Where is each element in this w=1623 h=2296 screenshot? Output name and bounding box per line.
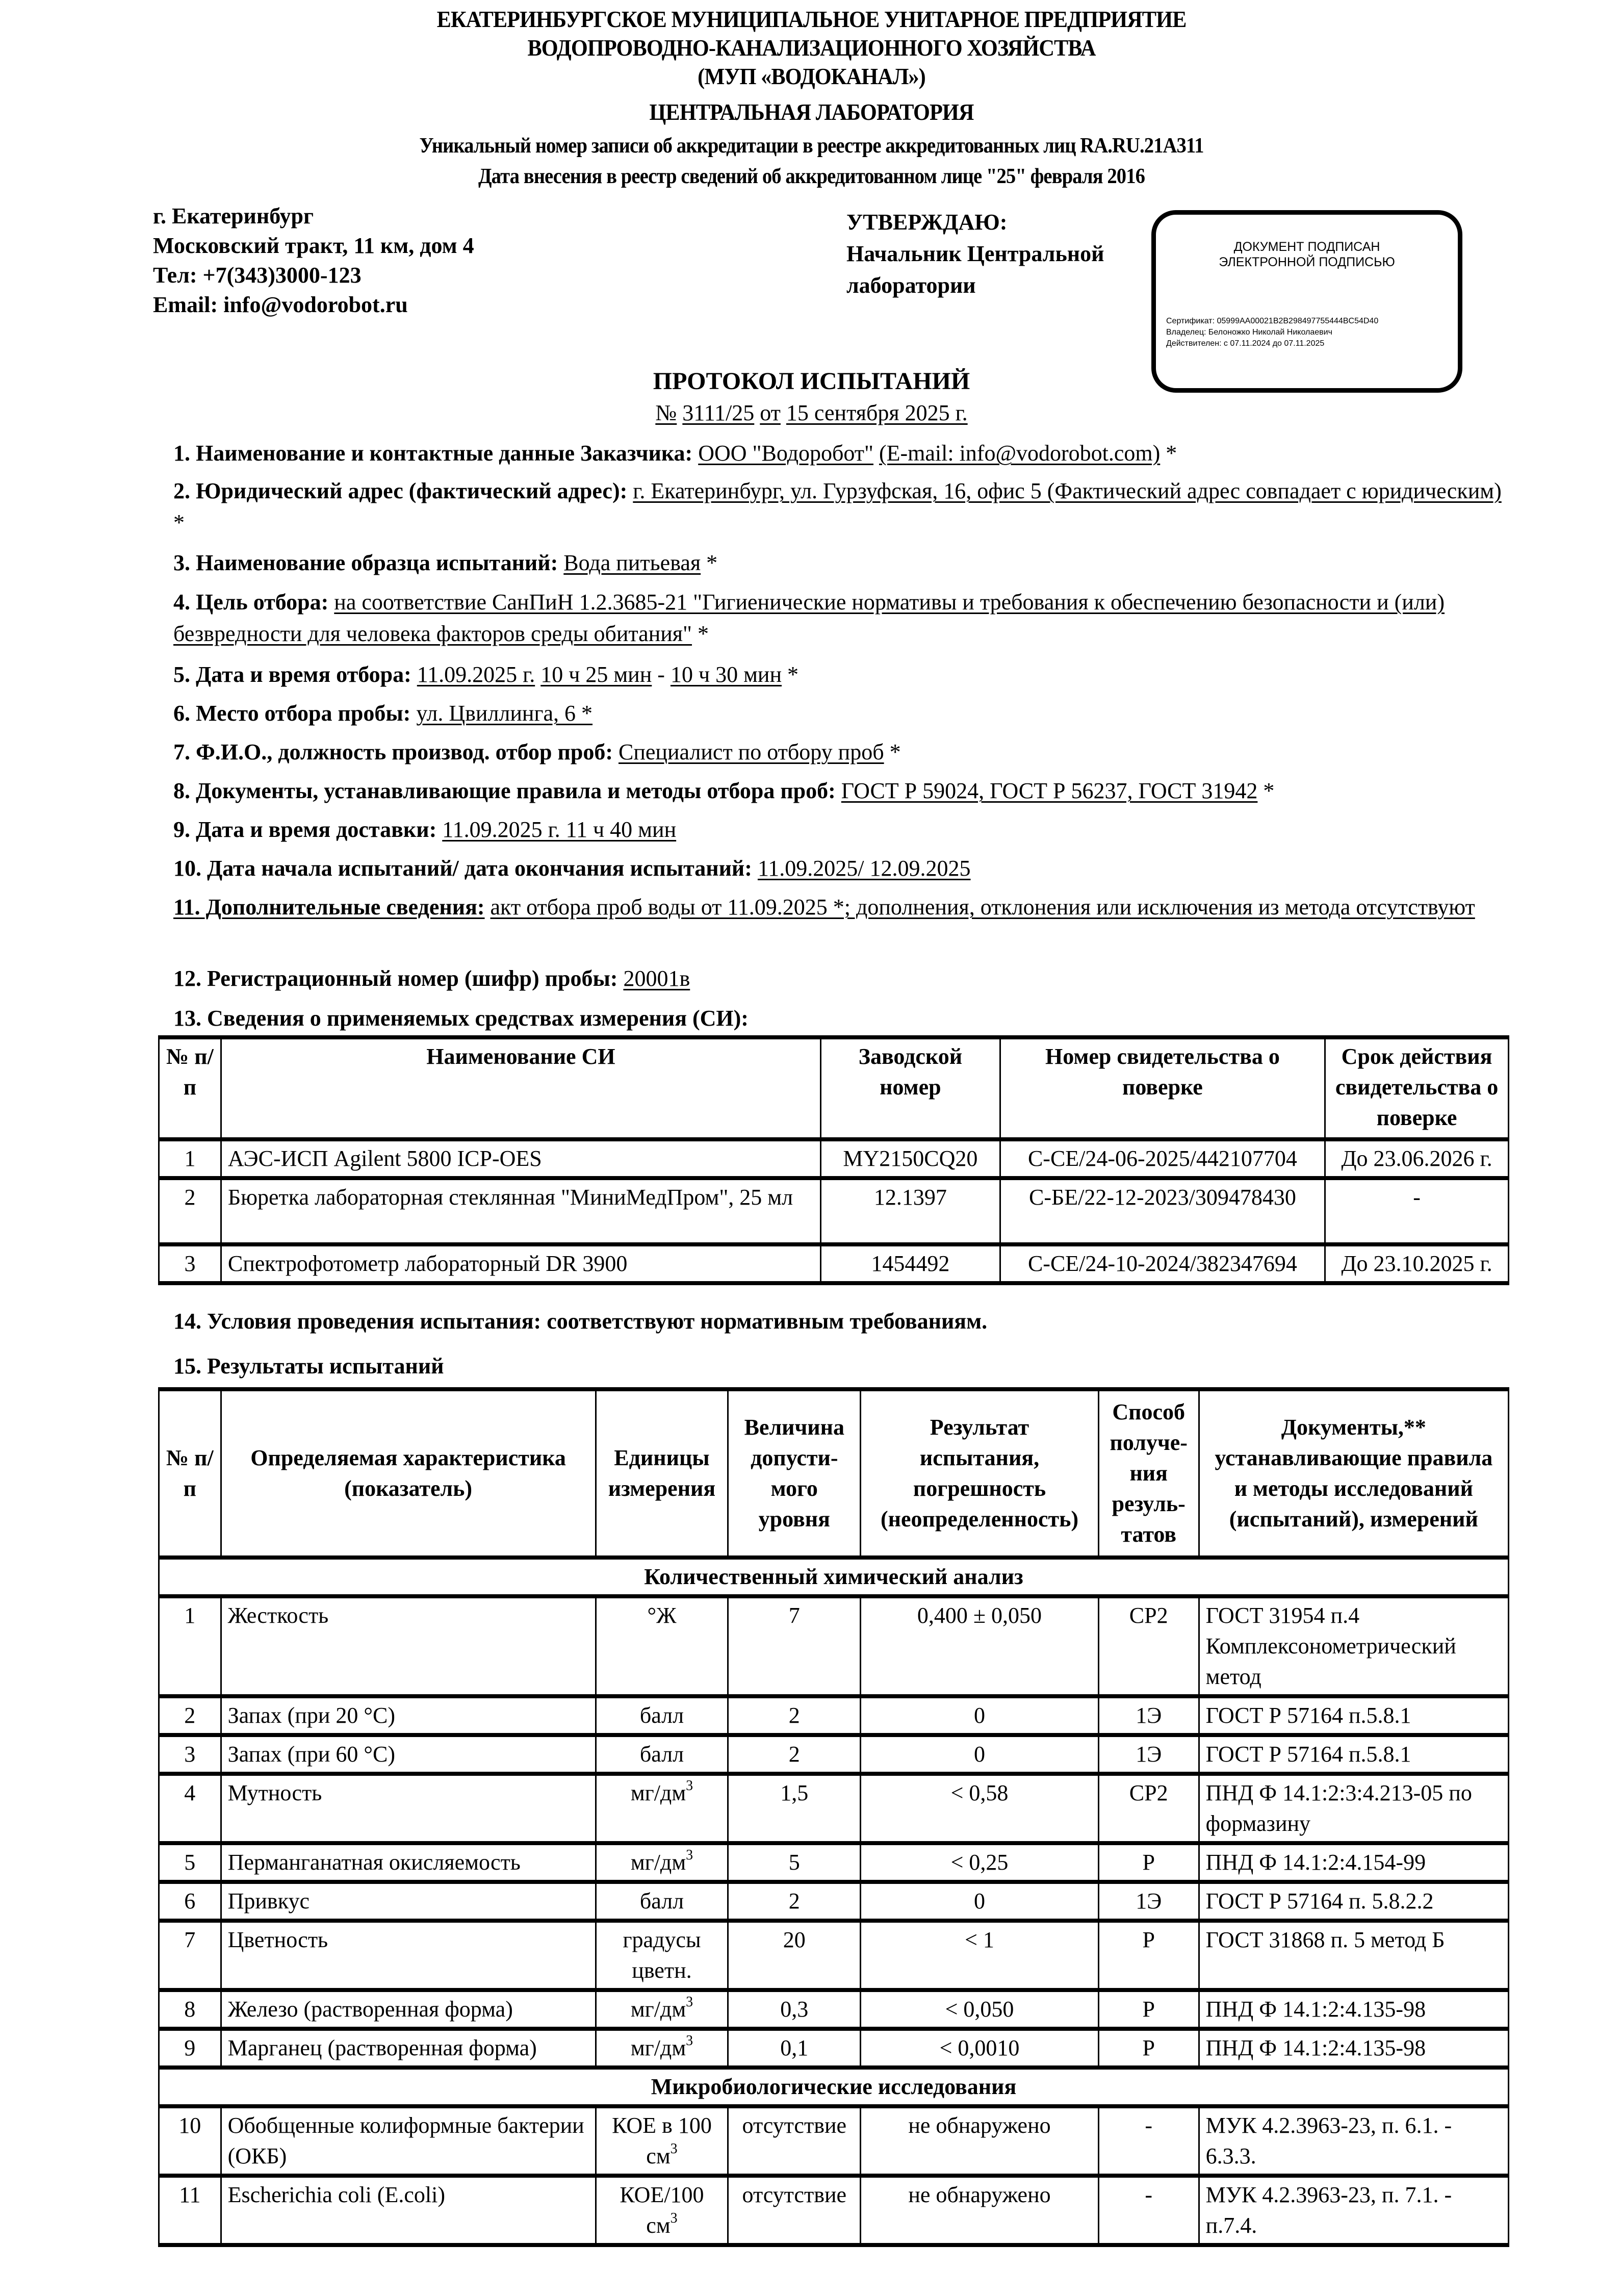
section-row-chemical — [159, 1558, 1509, 1596]
test-results-table — [158, 1387, 1509, 2247]
row-number: 6 — [159, 1882, 221, 1921]
contact-phone: Тел: +7(343)3000-123 — [153, 263, 362, 288]
col-header: Заводской номер — [820, 1037, 1000, 1139]
parameter-name: Перманганатная окисляемость — [221, 1843, 596, 1882]
section-heading: 15. Результаты испытаний — [173, 1354, 444, 1379]
section-heading: 13. Сведения о применяемых средствах измерения (СИ): — [173, 1006, 749, 1031]
col-header: Документы,** устанавливающие правила и методы исследований (испытаний), измерений — [1199, 1389, 1508, 1558]
table-row — [159, 2029, 1509, 2068]
parameter-name: Обобщенные колиформные бактерии (ОКБ) — [221, 2106, 596, 2176]
document: ГОСТ 31868 п. 5 метод Б — [1199, 1921, 1508, 1990]
asterisk: * — [1257, 778, 1275, 803]
parameter-name: Escherichia coli (E.coli) — [221, 2176, 596, 2245]
item-label: 3. Наименование образца испытаний: — [173, 550, 558, 575]
item-sampler — [173, 736, 1509, 768]
limit: 0,3 — [728, 1990, 861, 2029]
contact-address: Московский тракт, 11 км, дом 4 — [153, 233, 474, 258]
registry-date: Дата внесения в реестр сведений об аккредитованном лице "25" февраля 2016 — [478, 165, 1145, 188]
unit-text: мг/дм — [630, 1997, 686, 2022]
limit: 2 — [728, 1696, 861, 1735]
unit: градусы цветн. — [596, 1921, 728, 1990]
result: < 0,25 — [861, 1843, 1099, 1882]
item-sampling-purpose — [173, 586, 1509, 650]
document: МУК 4.2.3963-23, п. 6.1. - 6.3.3. — [1199, 2106, 1508, 2176]
item-label: 4. Цель отбора: — [173, 590, 329, 615]
e-signature-stamp — [1151, 210, 1462, 393]
item-label: 2. Юридический адрес (фактический адрес): — [173, 478, 628, 503]
limit: 5 — [728, 1843, 861, 1882]
result: < 0,0010 — [861, 2029, 1099, 2068]
item-sampling-documents — [173, 775, 1509, 807]
parameter-name: Жесткость — [221, 1596, 596, 1696]
si-cert: С-БЕ/22-12-2023/309478430 — [1000, 1178, 1325, 1244]
si-name: Спектрофотометр лабораторный DR 3900 — [221, 1244, 820, 1283]
unit — [596, 1843, 728, 1882]
unit — [596, 2176, 728, 2245]
parameter-name: Марганец (растворенная форма) — [221, 2029, 596, 2068]
parameter-name: Запах (при 60 °С) — [221, 1735, 596, 1774]
measuring-instruments-table — [158, 1035, 1509, 1285]
table-row — [159, 1882, 1509, 1921]
limit: 0,1 — [728, 2029, 861, 2068]
table-row — [159, 1843, 1509, 1882]
contacts-block — [153, 201, 474, 320]
document: ГОСТ 31954 п.4 Комплексонометрический метод — [1199, 1596, 1508, 1696]
row-number: 2 — [159, 1696, 221, 1735]
sampling-time-to: 10 ч 30 мин — [670, 662, 782, 687]
limit: 1,5 — [728, 1774, 861, 1843]
item-results-heading — [173, 1350, 1509, 1382]
limit: отсутствие — [728, 2176, 861, 2245]
method: 1Э — [1098, 1696, 1199, 1735]
unit-text: мг/дм — [630, 1780, 686, 1805]
si-cert: С-СЕ/24-10-2024/382347694 — [1000, 1244, 1325, 1283]
sampling-date: 11.09.2025 г. — [417, 662, 535, 687]
table-row — [159, 1244, 1509, 1283]
parameter-name: Железо (растворенная форма) — [221, 1990, 596, 2029]
parameter-name: Цветность — [221, 1921, 596, 1990]
approval-position: Начальник Центральной — [846, 241, 1104, 266]
lab-name: ЦЕНТРАЛЬНАЯ ЛАБОРАТОРИЯ — [649, 99, 974, 125]
table-row — [159, 1990, 1509, 2029]
unit-text: мг/дм — [630, 2035, 686, 2060]
table-row — [159, 2106, 1509, 2176]
item-test-conditions — [173, 1306, 1509, 1337]
si-serial: 1454492 — [820, 1244, 1000, 1283]
document: ПНД Ф 14.1:2:4.135-98 — [1199, 2029, 1508, 2068]
col-header: Результат испытания, погрешность (неопределенность) — [861, 1389, 1099, 1558]
row-number: 7 — [159, 1921, 221, 1990]
unit: балл — [596, 1735, 728, 1774]
stamp-certificate: Сертификат: 05999AA00021B2B298497755444BC54D40 — [1166, 317, 1379, 325]
approval-position-cont: лаборатории — [846, 273, 976, 298]
limit: 2 — [728, 1735, 861, 1774]
row-number: 11 — [159, 2176, 221, 2245]
stamp-validity: Действителен: с 07.11.2024 до 07.11.2025 — [1166, 339, 1325, 348]
col-header: № п/п — [159, 1037, 221, 1139]
protocol-number-sign: № — [655, 400, 677, 425]
document: ГОСТ Р 57164 п. 5.8.2.2 — [1199, 1882, 1508, 1921]
row-number: 9 — [159, 2029, 221, 2068]
si-valid: - — [1325, 1178, 1509, 1244]
result: 0,400 ± 0,050 — [861, 1596, 1099, 1696]
table-row — [159, 1735, 1509, 1774]
result: < 0,050 — [861, 1990, 1099, 2029]
document: ГОСТ Р 57164 п.5.8.1 — [1199, 1735, 1508, 1774]
item-additional-info — [173, 891, 1509, 923]
unit — [596, 2106, 728, 2176]
unit — [596, 2029, 728, 2068]
row-number: 4 — [159, 1774, 221, 1843]
si-valid: До 23.06.2026 г. — [1325, 1139, 1509, 1178]
parameter-name: Мутность — [221, 1774, 596, 1843]
sampler: Специалист по отбору проб — [618, 739, 884, 764]
item-label: 6. Место отбора пробы: — [173, 701, 411, 726]
unit-exponent: 3 — [686, 2033, 693, 2049]
item-sampling-place — [173, 698, 1509, 729]
sample-name: Вода питьевая — [563, 550, 701, 575]
table-row — [159, 1596, 1509, 1696]
item-registration-number — [173, 963, 1509, 994]
table-row — [159, 1139, 1509, 1178]
sampling-place: ул. Цвиллинга, 6 * — [416, 701, 593, 726]
document: ПНД Ф 14.1:2:3:4.213-05 по формазину — [1199, 1774, 1508, 1843]
asterisk: * — [692, 621, 709, 646]
accreditation-number: Уникальный номер записи об аккредитации в реестре аккредитованных лиц RA.RU.21A311 — [419, 134, 1204, 158]
item-test-dates — [173, 853, 1509, 884]
unit: балл — [596, 1882, 728, 1921]
table-row — [159, 1178, 1509, 1244]
limit: отсутствие — [728, 2106, 861, 2176]
table-row — [159, 1774, 1509, 1843]
method: - — [1098, 2106, 1199, 2176]
unit — [596, 1774, 728, 1843]
result: < 0,58 — [861, 1774, 1099, 1843]
col-header: Величина допусти-мого уровня — [728, 1389, 861, 1558]
row-number: 3 — [159, 1244, 221, 1283]
item-sample-name — [173, 547, 1509, 579]
method: СР2 — [1098, 1596, 1199, 1696]
si-serial: MY2150CQ20 — [820, 1139, 1000, 1178]
stamp-title-line2: ЭЛЕКТРОННОЙ ПОДПИСЬЮ — [1219, 255, 1395, 269]
sampling-documents: ГОСТ Р 59024, ГОСТ Р 56237, ГОСТ 31942 — [841, 778, 1258, 803]
si-serial: 12.1397 — [820, 1178, 1000, 1244]
si-valid: До 23.10.2025 г. — [1325, 1244, 1509, 1283]
document: ПНД Ф 14.1:2:4.154-99 — [1199, 1843, 1508, 1882]
unit — [596, 1990, 728, 2029]
protocol-number: 3111/25 — [682, 400, 755, 425]
item-sampling-datetime — [173, 659, 1509, 691]
protocol-title: ПРОТОКОЛ ИСПЫТАНИЙ — [653, 368, 970, 395]
unit-exponent: 3 — [670, 2210, 678, 2226]
limit: 20 — [728, 1921, 861, 1990]
method: Р — [1098, 1843, 1199, 1882]
org-name-line3: (МУП «ВОДОКАНАЛ») — [698, 63, 925, 89]
asterisk: * — [782, 662, 799, 687]
row-number: 8 — [159, 1990, 221, 2029]
item-si-heading — [173, 1003, 1509, 1034]
legal-address: г. Екатеринбург, ул. Гурзуфская, 16, офис 5 (Фактический адрес совпадает с юридическим) — [633, 478, 1502, 503]
stamp-title-line1: ДОКУМЕНТ ПОДПИСАН — [1233, 240, 1380, 254]
col-header: Определяемая характеристика (показатель) — [221, 1389, 596, 1558]
section-row-microbiology — [159, 2068, 1509, 2106]
item-legal-address — [173, 475, 1509, 539]
col-header: Номер свидетельства о поверке — [1000, 1037, 1325, 1139]
sampling-time-from: 10 ч 25 мин — [540, 662, 652, 687]
si-name: Бюретка лабораторная стеклянная "МиниМедПром", 25 мл — [221, 1178, 820, 1244]
stamp-details — [1166, 316, 1378, 349]
test-dates: 11.09.2025/ 12.09.2025 — [757, 856, 971, 881]
item-label: 5. Дата и время отбора: — [173, 662, 411, 687]
document: МУК 4.2.3963-23, п. 7.1. - п.7.4. — [1199, 2176, 1508, 2245]
unit-exponent: 3 — [686, 1994, 693, 2010]
customer-email: (E-mail: info@vodorobot.com) — [879, 441, 1161, 466]
approval-title: УТВЕРЖДАЮ: — [846, 210, 1008, 235]
table-header-row — [159, 1389, 1509, 1558]
stamp-owner: Владелец: Белоножко Николай Николаевич — [1166, 328, 1332, 337]
row-number: 5 — [159, 1843, 221, 1882]
col-header: Наименование СИ — [221, 1037, 820, 1139]
document: ПНД Ф 14.1:2:4.135-98 — [1199, 1990, 1508, 2029]
unit-text: КОЕ/100 см — [620, 2182, 704, 2238]
table-row — [159, 2176, 1509, 2245]
table-header-row — [159, 1037, 1509, 1139]
table-row — [159, 1696, 1509, 1735]
unit-exponent: 3 — [670, 2141, 678, 2157]
item-customer — [173, 438, 1509, 469]
asterisk: * — [173, 510, 185, 535]
method: 1Э — [1098, 1882, 1199, 1921]
item-label: 7. Ф.И.О., должность производ. отбор проб: — [173, 739, 613, 764]
method: Р — [1098, 1921, 1199, 1990]
item-label: 1. Наименование и контактные данные Заказчика: — [173, 441, 693, 466]
row-number: 3 — [159, 1735, 221, 1774]
unit-text: КОЕ в 100 см — [612, 2113, 712, 2169]
section-title: Микробиологические исследования — [159, 2068, 1509, 2106]
protocol-from: от — [760, 400, 781, 425]
method: - — [1098, 2176, 1199, 2245]
col-header: Способ получе-ния резуль-татов — [1098, 1389, 1199, 1558]
si-name: АЭС-ИСП Agilent 5800 ICP-OES — [221, 1139, 820, 1178]
sampling-purpose: на соответствие СанПиН 1.2.3685-21 "Гигиенические нормативы и требования к обеспечению безопасности и (или) безвредности для человека факторов среды обитания" — [173, 590, 1445, 646]
method: 1Э — [1098, 1735, 1199, 1774]
unit-text: мг/дм — [630, 1850, 686, 1875]
method: Р — [1098, 2029, 1199, 2068]
item-label: 11. Дополнительные сведения: — [173, 895, 485, 920]
row-number: 1 — [159, 1596, 221, 1696]
row-number: 2 — [159, 1178, 221, 1244]
result: 0 — [861, 1882, 1099, 1921]
asterisk: * — [884, 739, 901, 764]
section-title: Количественный химический анализ — [159, 1558, 1509, 1596]
approval-block — [846, 207, 1104, 301]
section-heading: 14. Условия проведения испытания: соответствуют нормативным требованиям. — [173, 1309, 988, 1334]
delivery-datetime: 11.09.2025 г. 11 ч 40 мин — [442, 817, 677, 842]
method: СР2 — [1098, 1774, 1199, 1843]
org-name-line2: ВОДОПРОВОДНО-КАНАЛИЗАЦИОННОГО ХОЗЯЙСТВА — [527, 35, 1096, 61]
unit: балл — [596, 1696, 728, 1735]
stamp-title — [1156, 239, 1458, 270]
unit-exponent: 3 — [686, 1778, 693, 1794]
customer-name: ООО "Водоробот" — [698, 441, 873, 466]
unit: °Ж — [596, 1596, 728, 1696]
contact-email: Email: info@vodorobot.ru — [153, 292, 408, 317]
result: < 1 — [861, 1921, 1099, 1990]
document: ГОСТ Р 57164 п.5.8.1 — [1199, 1696, 1508, 1735]
result: не обнаружено — [861, 2176, 1099, 2245]
registration-number: 20001в — [623, 966, 690, 991]
table-row — [159, 1921, 1509, 1990]
separator: - — [652, 662, 671, 687]
limit: 7 — [728, 1596, 861, 1696]
protocol-date: 15 сентября 2025 г. — [786, 400, 968, 425]
additional-info: акт отбора проб воды от 11.09.2025 *; дополнения, отклонения или исключения из метода отсутствуют — [490, 895, 1475, 920]
item-label: 9. Дата и время доставки: — [173, 817, 437, 842]
item-label: 8. Документы, устанавливающие правила и методы отбора проб: — [173, 778, 836, 803]
org-name-line1: ЕКАТЕРИНБУРГСКОЕ МУНИЦИПАЛЬНОЕ УНИТАРНОЕ ПРЕДПРИЯТИЕ — [436, 6, 1187, 32]
col-header: Единицы измерения — [596, 1389, 728, 1558]
limit: 2 — [728, 1882, 861, 1921]
item-delivery-datetime — [173, 814, 1509, 846]
contact-city: г. Екатеринбург — [153, 203, 314, 228]
item-label: 10. Дата начала испытаний/ дата окончания испытаний: — [173, 856, 752, 881]
parameter-name: Привкус — [221, 1882, 596, 1921]
si-cert: С-СЕ/24-06-2025/442107704 — [1000, 1139, 1325, 1178]
result: 0 — [861, 1735, 1099, 1774]
row-number: 1 — [159, 1139, 221, 1178]
asterisk: * — [701, 550, 718, 575]
asterisk: * — [1160, 441, 1177, 466]
unit-exponent: 3 — [686, 1847, 693, 1863]
parameter-name: Запах (при 20 °С) — [221, 1696, 596, 1735]
result: не обнаружено — [861, 2106, 1099, 2176]
col-header: № п/п — [159, 1389, 221, 1558]
col-header: Срок действия свидетельства о поверке — [1325, 1037, 1509, 1139]
protocol-number-line — [0, 399, 1623, 427]
result: 0 — [861, 1696, 1099, 1735]
method: Р — [1098, 1990, 1199, 2029]
row-number: 10 — [159, 2106, 221, 2176]
item-label: 12. Регистрационный номер (шифр) пробы: — [173, 966, 618, 991]
